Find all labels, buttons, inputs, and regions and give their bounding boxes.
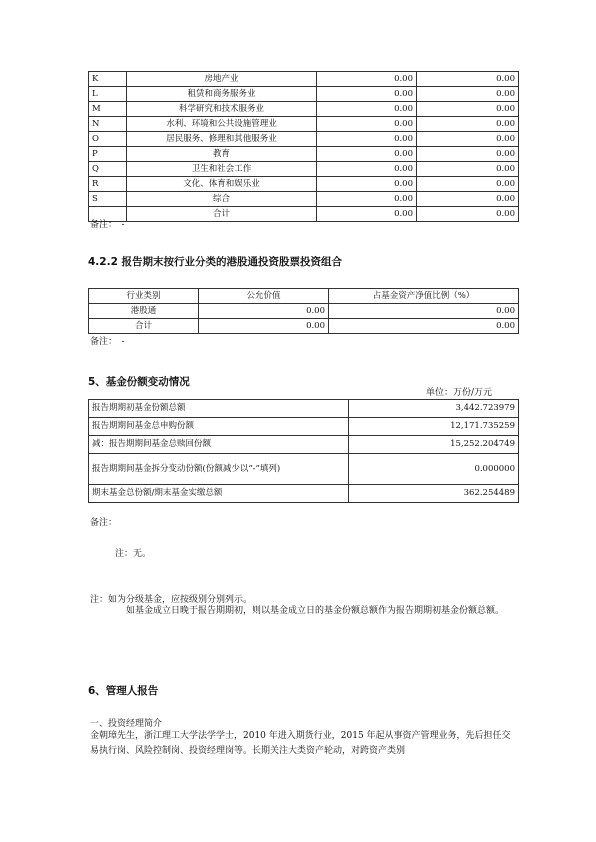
fair-value: 0.00: [317, 207, 417, 222]
fair-value: 0.00: [317, 132, 417, 147]
share-item-value: 15,252.204749: [349, 436, 519, 454]
industry-name: 文化、体育和娱乐业: [127, 177, 317, 192]
industry-code: Q: [89, 162, 127, 177]
industry-name: 租赁和商务服务业: [127, 87, 317, 102]
share-item-value: 12,171.735259: [349, 418, 519, 436]
net-asset-ratio: 0.00: [417, 207, 519, 222]
table-row: [89, 102, 519, 117]
industry-code: S: [89, 192, 127, 207]
hk-stock-table: [88, 288, 519, 334]
net-asset-ratio: 0.00: [417, 102, 519, 117]
fair-value: 0.00: [317, 192, 417, 207]
fair-value: 0.00: [199, 304, 329, 319]
net-asset-ratio: 0.00: [417, 87, 519, 102]
net-asset-ratio: 0.00: [417, 162, 519, 177]
industry-name: 教育: [127, 147, 317, 162]
fair-value: 0.00: [317, 102, 417, 117]
manager-intro-paragraph: 金朝璋先生，浙江理工大学法学学士，2010 年进入期货行业，2015 年起从事资产管理业务，先后担任交易执行岗、风险控制岗、投资经理岗等。长期关注大类资产轮动，对跨资产类别: [90, 731, 511, 756]
table-row: [89, 304, 519, 319]
industry-name: 水利、环境和公共设施管理业: [127, 117, 317, 132]
industry-code: L: [89, 87, 127, 102]
header-ratio: 占基金资产净值比例（%）: [329, 289, 519, 304]
industry-code: O: [89, 132, 127, 147]
fair-value: 0.00: [317, 117, 417, 132]
industry-table-note: 备注： -: [90, 220, 125, 230]
table-row: [89, 207, 519, 222]
share-item-value: 362.254489: [349, 485, 519, 503]
fair-value: 0.00: [199, 319, 329, 334]
table-row: [89, 147, 519, 162]
unit-label: 单位：万份/万元: [426, 388, 493, 398]
fair-value: 0.00: [317, 87, 417, 102]
share-item-label: 报告期期间基金拆分变动份额(份额减少以“-”填列): [89, 454, 349, 485]
net-asset-ratio: 0.00: [329, 319, 519, 334]
header-fair-value: 公允价值: [199, 289, 329, 304]
share-change-table: [88, 399, 519, 503]
table-row: [89, 162, 519, 177]
fair-value: 0.00: [317, 147, 417, 162]
industry-name: 房地产业: [127, 72, 317, 87]
share-item-label: 减：报告期期间基金总赎回份额: [89, 436, 349, 454]
footnote-initial-shares: 如基金成立日晚于报告期期初，则以基金成立日的基金份额总额作为报告期期初基金份额总额。: [126, 606, 505, 616]
share-table-note: 备注：: [90, 518, 118, 528]
share-item-value: 0.000000: [349, 454, 519, 485]
industry-name: 合计: [127, 207, 317, 222]
share-item-label: 报告期期间基金总申购份额: [89, 418, 349, 436]
industry-name: 综合: [127, 192, 317, 207]
industry-code: N: [89, 117, 127, 132]
table-row: [89, 177, 519, 192]
industry-table: [88, 71, 519, 222]
section-6-title: 6、管理人报告: [88, 685, 159, 697]
net-asset-ratio: 0.00: [417, 72, 519, 87]
fair-value: 0.00: [317, 162, 417, 177]
fair-value: 0.00: [317, 177, 417, 192]
net-asset-ratio: 0.00: [417, 192, 519, 207]
table-header-row: [89, 289, 519, 304]
industry-code: K: [89, 72, 127, 87]
table-row: [89, 132, 519, 147]
table-row: [89, 436, 519, 454]
table-row: [89, 319, 519, 334]
industry-category: 港股通: [89, 304, 199, 319]
industry-code: M: [89, 102, 127, 117]
industry-code: P: [89, 147, 127, 162]
industry-name: 科学研究和技术服务业: [127, 102, 317, 117]
share-item-label: 期末基金总份额/期末基金实缴总额: [89, 485, 349, 503]
net-asset-ratio: 0.00: [329, 304, 519, 319]
table-row: [89, 454, 519, 485]
section-422-title: 4.2.2 报告期末按行业分类的港股通投资股票投资组合: [88, 256, 343, 268]
share-item-value: 3,442.723979: [349, 400, 519, 418]
net-asset-ratio: 0.00: [417, 132, 519, 147]
hk-table-note: 备注： -: [90, 337, 125, 347]
table-row: [89, 192, 519, 207]
header-industry: 行业类别: [89, 289, 199, 304]
table-row: [89, 400, 519, 418]
industry-category: 合计: [89, 319, 199, 334]
manager-intro-heading: 一、投资经理简介: [90, 719, 163, 729]
table-row: [89, 117, 519, 132]
table-row: [89, 418, 519, 436]
industry-name: 居民服务、修理和其他服务业: [127, 132, 317, 147]
share-note-none: 注：无。: [115, 549, 152, 559]
fair-value: 0.00: [317, 72, 417, 87]
table-row: [89, 485, 519, 503]
net-asset-ratio: 0.00: [417, 117, 519, 132]
footnote-graded-fund: 注：如为分级基金，应按级别分别列示。: [90, 595, 253, 605]
industry-code: R: [89, 177, 127, 192]
table-row: [89, 87, 519, 102]
table-row: [89, 72, 519, 87]
industry-name: 卫生和社会工作: [127, 162, 317, 177]
net-asset-ratio: 0.00: [417, 147, 519, 162]
net-asset-ratio: 0.00: [417, 177, 519, 192]
section-5-title: 5、基金份额变动情况: [88, 376, 190, 388]
share-item-label: 报告期期初基金份额总额: [89, 400, 349, 418]
